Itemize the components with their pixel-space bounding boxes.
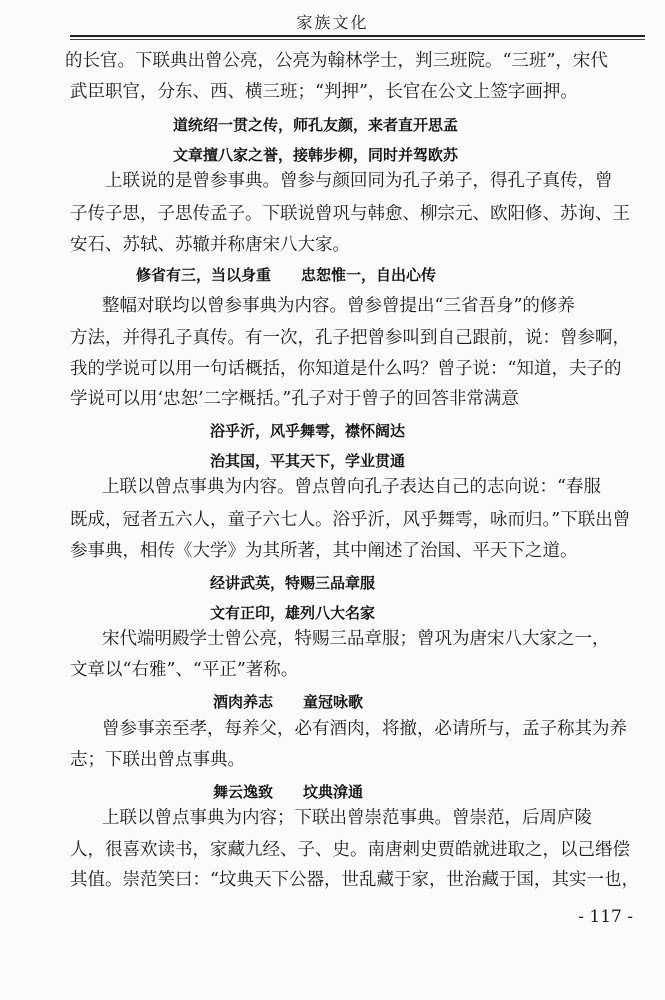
body-line: 武臣职官，分东、西、横三班；“判押”，长官在公文上签字画押。: [70, 82, 578, 102]
body-line: 的长官。下联典出曾公亮，公亮为翰林学士，判三班院。“三班”，宋代: [65, 51, 608, 71]
body-line: 宋代端明殿学士曾公亮，特赐三品章服；曾巩为唐宋八大家之一，: [102, 629, 610, 649]
couplet-line: 道统绍一贯之传，师孔友颜，来者直开思孟: [173, 116, 459, 134]
body-line: 既成，冠者五六人，童子六七人。浴乎沂，风乎舞雩，咏而归。”下联出曾: [70, 510, 631, 530]
body-line: 子传子思，子思传孟子。下联说曾巩与韩愈、柳宗元、欧阳修、苏询、王: [70, 204, 630, 224]
body-line: 安石、苏轼、苏辙并称唐宋八大家。: [70, 235, 350, 255]
body-line: 上联以曾点事典为内容；下联出曾崇范事典。曾崇范，后周庐陵: [102, 808, 592, 828]
couplet-line: 文章擅八家之誉，接韩步柳，同时并驾欧苏: [173, 146, 459, 164]
header-rule: [70, 35, 645, 37]
couplet-line: 酒肉养志 童冠咏歌: [213, 693, 364, 711]
body-line: 文章以“右雅”、“平正”著称。: [70, 660, 299, 680]
body-line: 学说可以用‘忠恕’二字概括。”孔子对于曾子的回答非常满意: [70, 389, 519, 409]
body-line: 其值。崇范笑曰：“坟典天下公器，世乱藏于家，世治藏于国，其实一也，: [70, 870, 639, 890]
couplet-line: 文有正印，雄列八大名家: [210, 604, 376, 622]
body-line: 人，很喜欢读书，家藏九经、子、史。南唐刺史贾皓就进取之，以己缗偿: [70, 840, 630, 860]
body-line: 曾参事亲至孝，每养父，必有酒肉，将撤，必请所与，孟子称其为养: [102, 719, 627, 739]
body-line: 我的学说可以用一句话概括，你知道是什么吗？曾子说：“知道，夫子的: [70, 359, 622, 379]
running-header: [0, 8, 665, 38]
body-line: 方法，并得孔子真传。有一次，孔子把曾参叫到自己跟前，说：曾参啊，: [70, 328, 630, 348]
header-title: 家族文化: [296, 13, 369, 32]
couplet-line: 经讲武英，特赐三品章服: [210, 574, 376, 592]
body-line: 上联以曾点事典为内容。曾点曾向孔子表达自己的志向说：“春服: [102, 477, 601, 497]
body-line: 参事典，相传《大学》为其所著，其中阐述了治国、平天下之道。: [70, 541, 578, 561]
body-line: 上联说的是曾参事典。曾参与颜回同为孔子弟子，得孔子真传，曾: [105, 171, 613, 191]
header-rule-thin: [70, 39, 645, 40]
body-line: 志；下联出曾点事典。: [70, 750, 245, 770]
couplet-line: 修省有三，当以身重 忠恕惟一，自出心传: [136, 266, 437, 284]
couplet-line: 舞云逸致 坟典渰通: [213, 783, 364, 801]
couplet-line: 浴乎沂，风乎舞雩，襟怀阔达: [210, 422, 406, 440]
body-line: 整幅对联均以曾参事典为内容。曾参曾提出“三省吾身”的修养: [102, 296, 575, 316]
couplet-line: 治其国，平其天下，学业贯通: [210, 452, 406, 470]
page-number: - 117 -: [578, 907, 633, 927]
